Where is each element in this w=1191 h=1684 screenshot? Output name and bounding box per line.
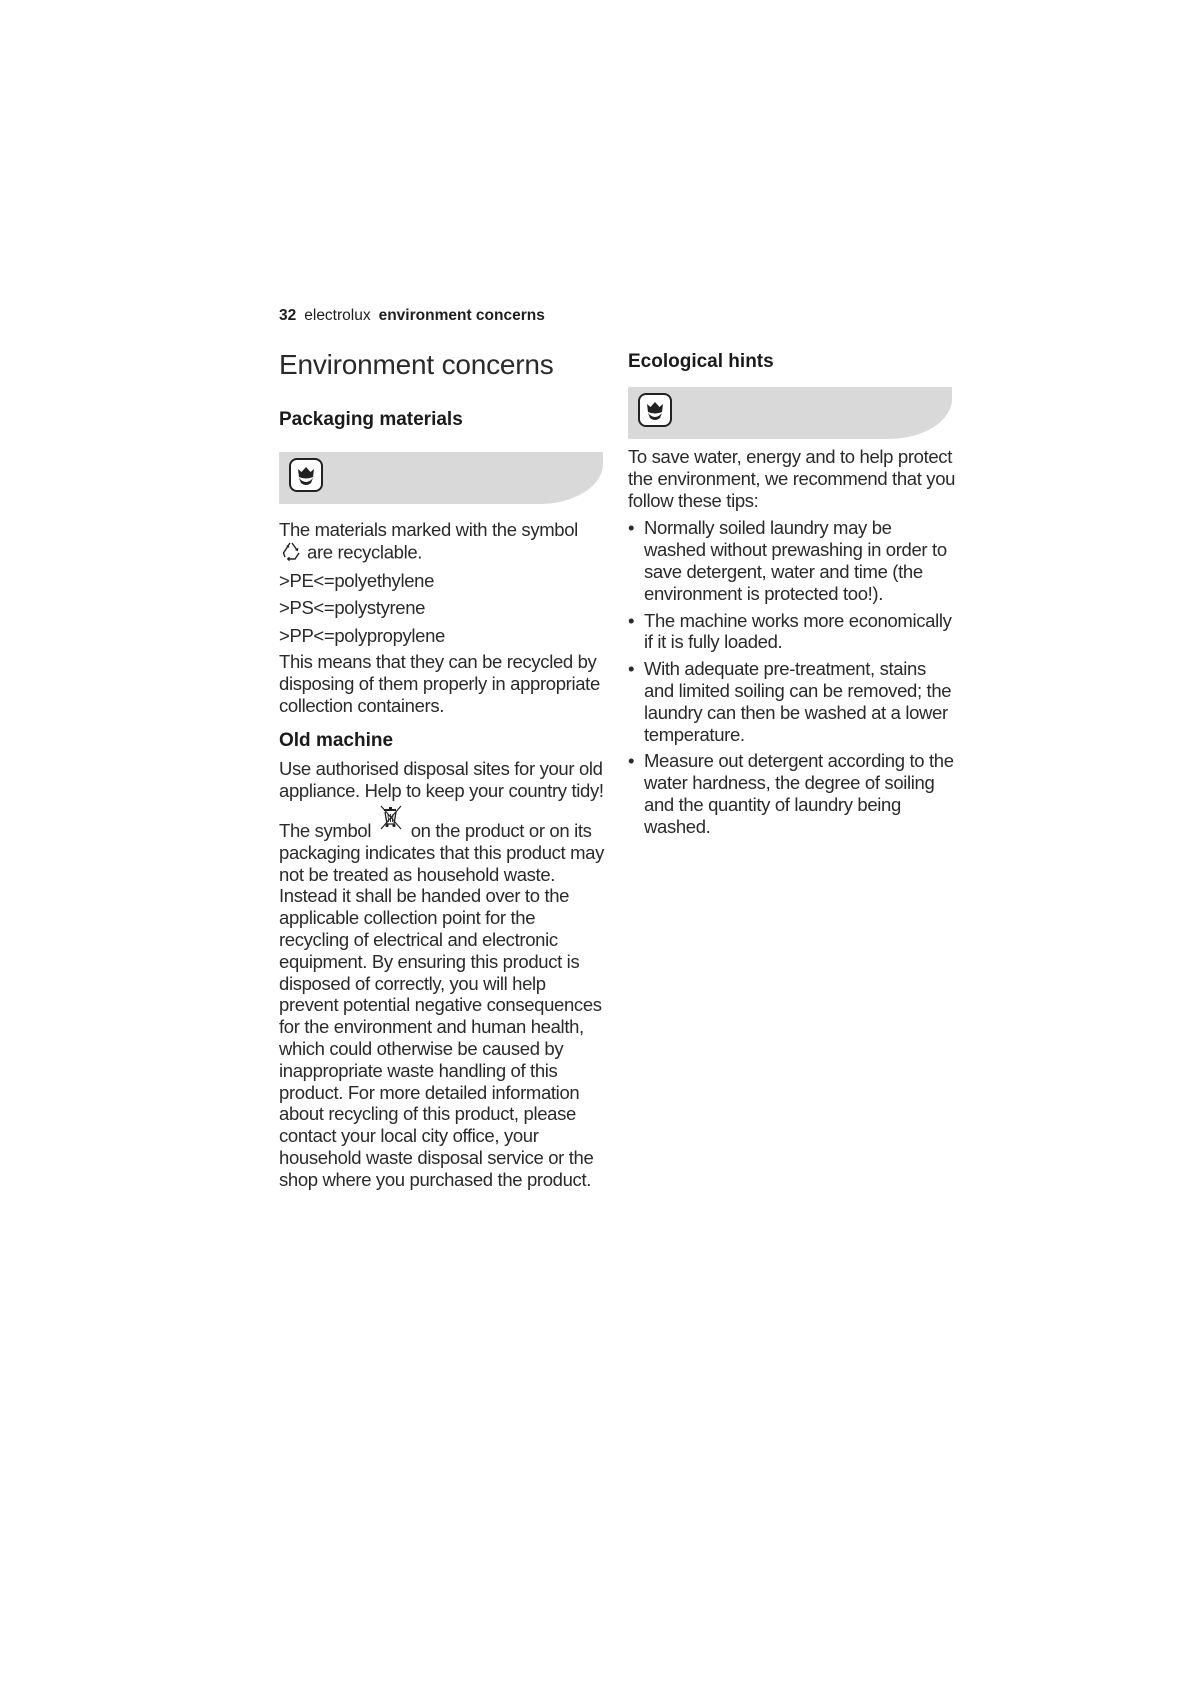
- list-item: [628, 517, 958, 604]
- left-column: [279, 348, 609, 1191]
- ecological-intro: To save water, energy and to help protect the environment, we recommend that you follow these tips:: [628, 446, 956, 511]
- packaging-intro-text-2: are recyclable.: [307, 541, 423, 563]
- list-item: [628, 610, 958, 654]
- ecological-heading: Ecological hints: [628, 351, 774, 372]
- packaging-intro: [279, 519, 609, 566]
- recycle-icon: [281, 541, 303, 566]
- symbol-suffix: on the product or on its packaging indicates that this product may not be treated as household waste. Instead it shall be handed over to the applicable collection point for the recycling of electrical and electronic equipment. By ensuring this product is disposed of correctly, you will help prevent potential negative consequences for the environment and human health, which could otherwise be caused by inappropriate waste handling of this product. For more detailed information about recycling of this product, please contact your local city office, your household waste disposal service or the shop where you purchased the product.: [279, 819, 605, 1190]
- tip-text: Normally soiled laundry may be washed without prewashing in order to save detergent, water and time (the environment is protected too!).: [644, 517, 947, 604]
- material-item: >PS<=polystyrene: [279, 597, 426, 619]
- materials-list: [279, 570, 609, 647]
- old-machine-paragraph-1: Use authorised disposal sites for your old appliance. Help to keep your country tidy!: [279, 758, 604, 802]
- tip-text: With adequate pre-treatment, stains and limited soiling can be removed; the laundry can then be washed at a lower temperature.: [644, 658, 952, 745]
- running-header: [279, 307, 545, 325]
- bullet: •: [628, 750, 635, 772]
- packaging-outro: This means that they can be recycled by disposing of them properly in appropriate collection containers.: [279, 650, 600, 716]
- environment-flower-icon: [289, 458, 323, 492]
- list-item: [628, 658, 958, 745]
- old-machine-heading: Old machine: [279, 730, 394, 752]
- symbol-prefix: The symbol: [279, 819, 372, 841]
- bullet: •: [628, 609, 635, 631]
- bullet: •: [628, 517, 635, 539]
- old-machine-paragraph-2: [279, 807, 609, 1191]
- brand-name: electrolux: [304, 307, 371, 324]
- material-item: >PE<=polyethylene: [279, 569, 435, 591]
- packaging-banner: [279, 452, 603, 504]
- page-title: Environment concerns: [279, 349, 554, 380]
- ecological-banner: [628, 387, 952, 439]
- crossed-out-wheelie-bin-icon: [378, 803, 404, 838]
- tip-text: The machine works more economically if it is fully loaded.: [644, 609, 952, 653]
- packaging-intro-text-1: The materials marked with the symbol: [279, 519, 578, 540]
- right-column: [628, 348, 958, 843]
- tip-text: Measure out detergent according to the water hardness, the degree of soiling and the quantity of laundry being washed.: [644, 750, 954, 837]
- environment-flower-icon: [638, 393, 672, 427]
- packaging-heading: Packaging materials: [279, 409, 463, 430]
- material-item: >PP<=polypropylene: [279, 625, 445, 647]
- tips-list: [628, 517, 958, 837]
- bullet: •: [628, 658, 635, 680]
- section-name: environment concerns: [378, 307, 545, 324]
- list-item: [628, 750, 958, 837]
- page-number: 32: [279, 307, 297, 324]
